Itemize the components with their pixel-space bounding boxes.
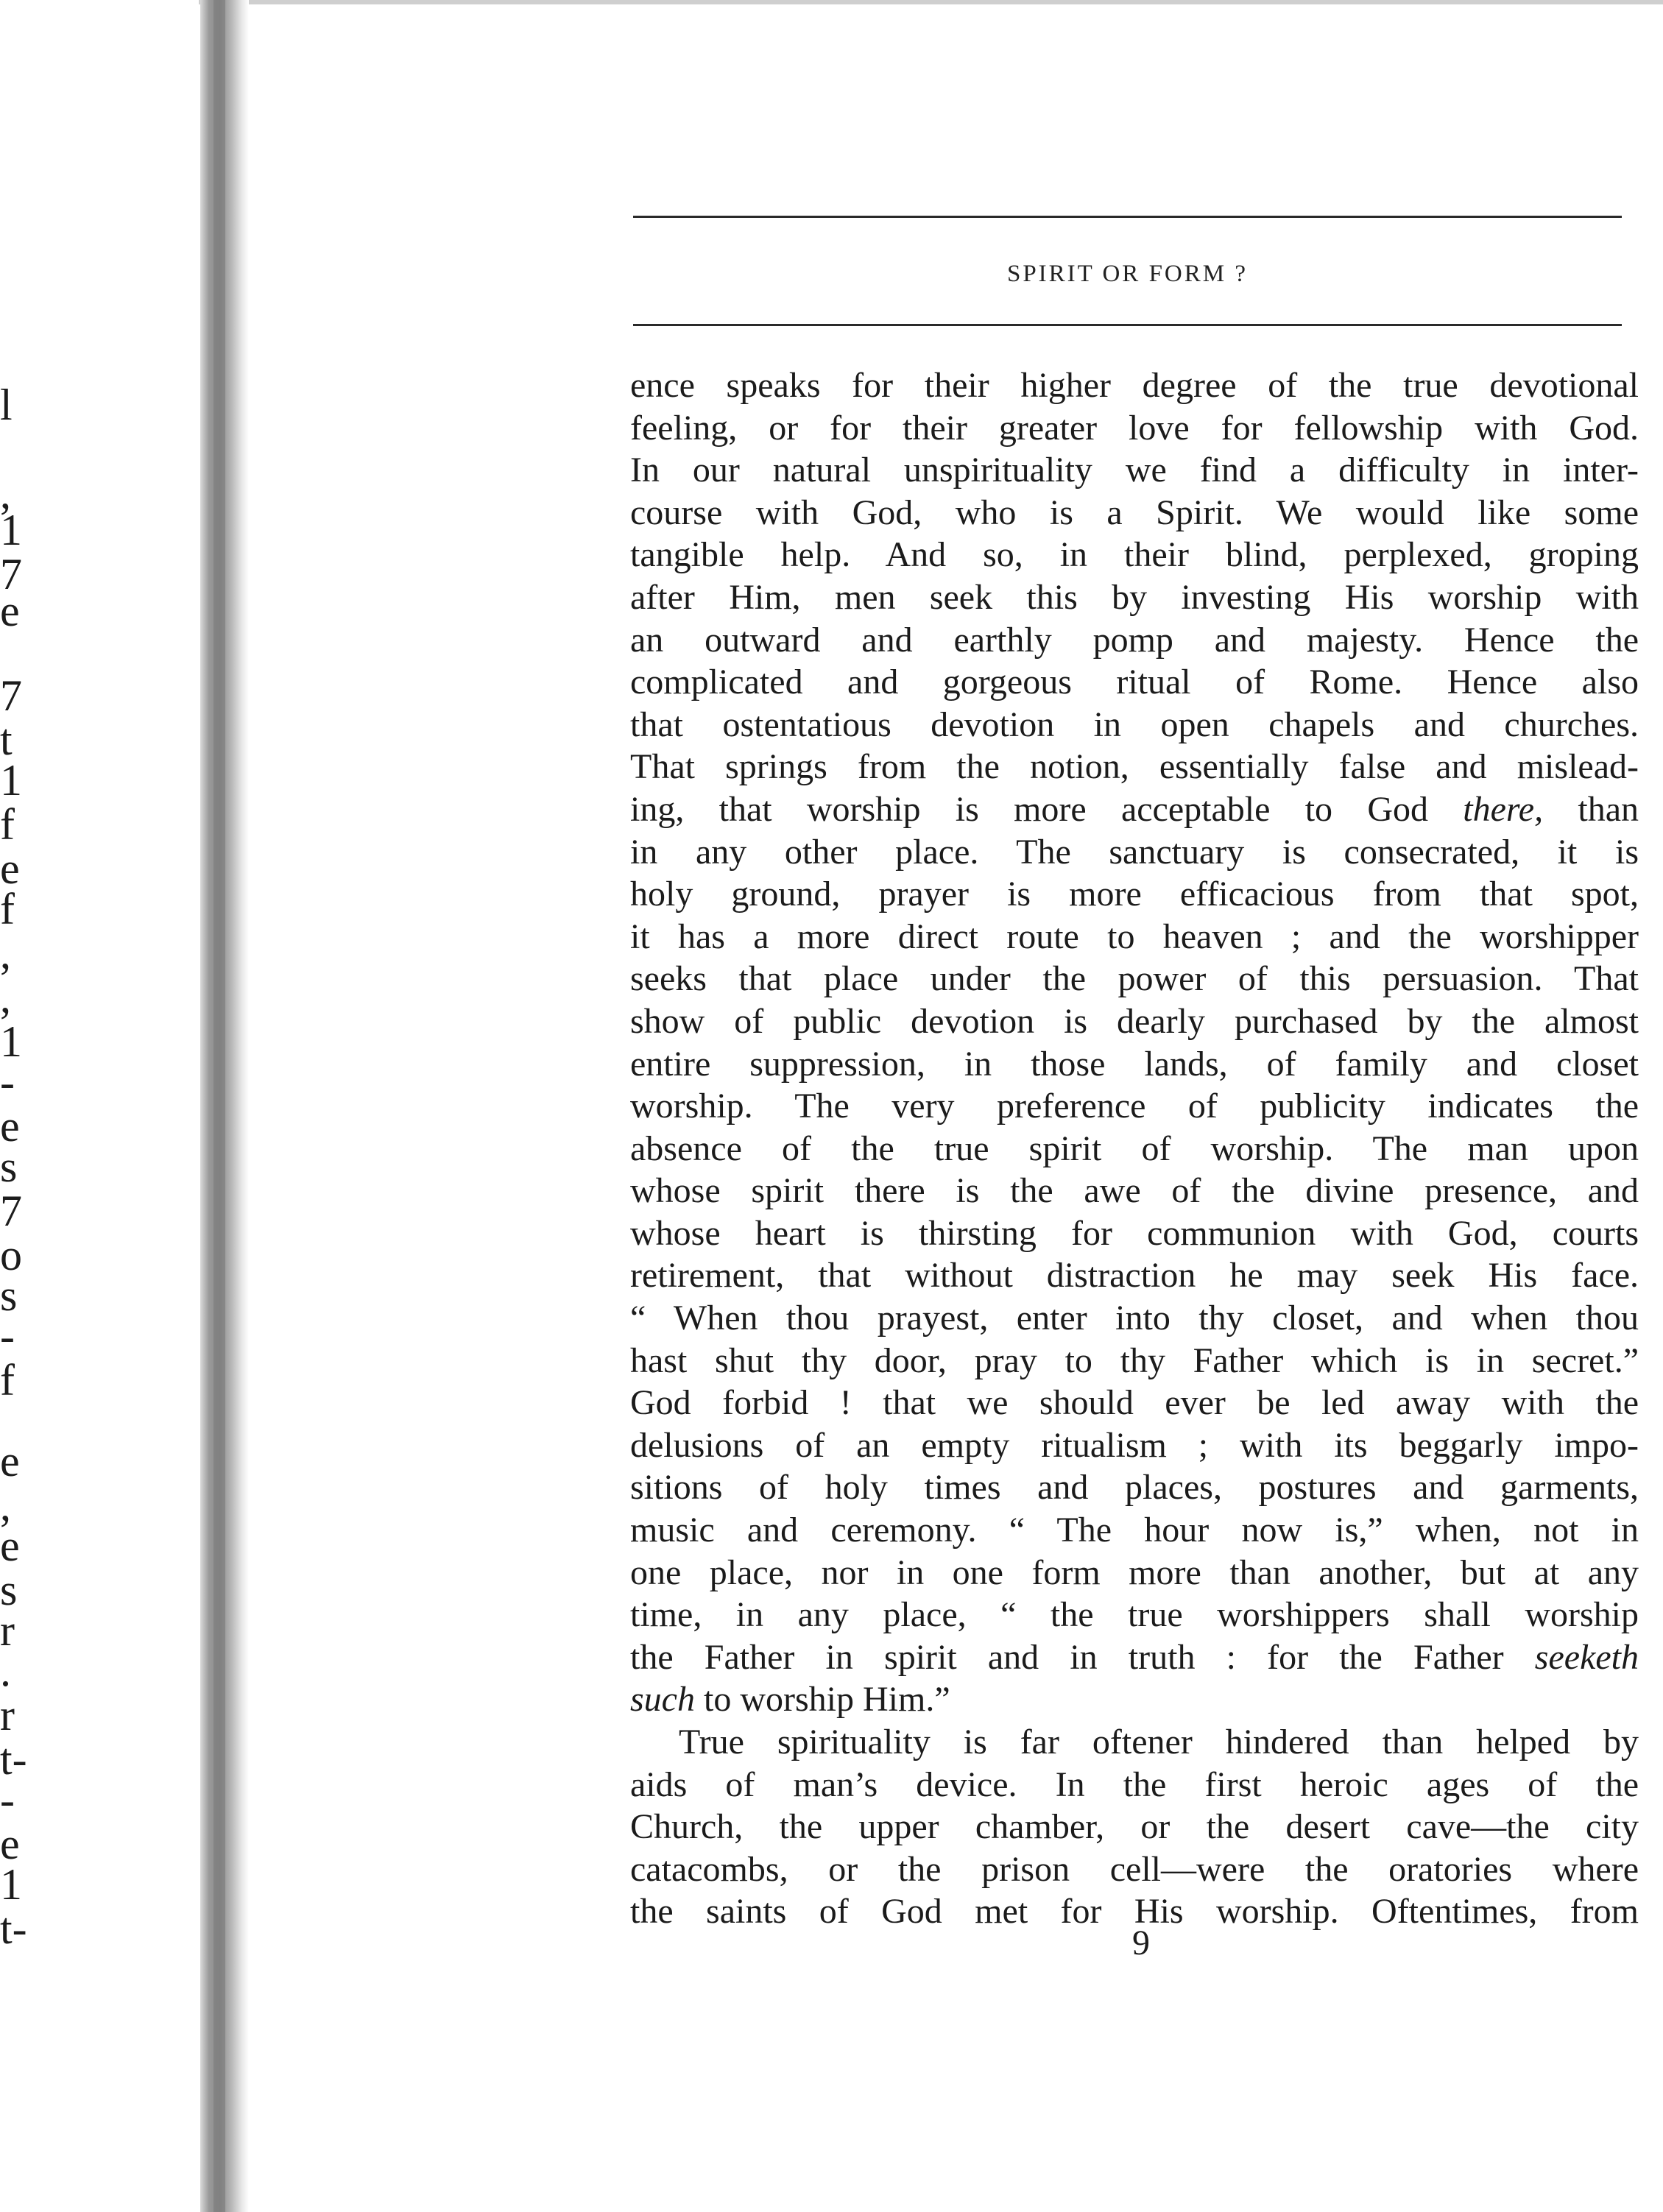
text-line: retirement, that without distraction he may seek His face. bbox=[630, 1256, 1639, 1296]
facing-page-char: - bbox=[0, 1775, 15, 1824]
text-line: tangible help. And so, in their blind, perplexed, groping bbox=[630, 535, 1639, 575]
text-segment: than bbox=[1578, 789, 1639, 829]
text-line: in any other place. The sanctuary is consecrated, it is bbox=[630, 832, 1639, 872]
text-line: holy ground, prayer is more efficacious from that spot, bbox=[630, 874, 1639, 914]
facing-page-char: , bbox=[0, 469, 11, 517]
facing-page-char: - bbox=[0, 1058, 15, 1106]
text-line: catacombs, or the prison cell—were the oratories where bbox=[630, 1849, 1639, 1889]
facing-page-char: . bbox=[0, 1647, 11, 1695]
facing-page-char: t bbox=[0, 715, 13, 764]
text-line bbox=[630, 1636, 1639, 1679]
facing-page-strip bbox=[0, 0, 199, 2212]
facing-page-char: f bbox=[0, 885, 15, 933]
facing-page-char: l bbox=[0, 381, 13, 429]
facing-page-char: f bbox=[0, 800, 15, 849]
text-line: feeling, or for their greater love for fellowship with God. bbox=[630, 408, 1639, 448]
facing-page-char: , bbox=[0, 973, 11, 1022]
text-segment: the Father in spirit and in truth : for the Father bbox=[630, 1637, 1504, 1677]
text-line: hast shut thy door, pray to thy Father which is in secret.” bbox=[630, 1340, 1639, 1380]
text-line: ence speaks for their higher degree of the true devotional bbox=[630, 366, 1639, 405]
text-line: after Him, men seek this by investing His worship with bbox=[630, 577, 1639, 617]
facing-page-char: 1 bbox=[0, 1017, 22, 1066]
italic-word: such bbox=[630, 1680, 695, 1720]
facing-page-char: 7 bbox=[0, 550, 22, 598]
facing-page-margin-text bbox=[0, 0, 59, 2212]
text-line bbox=[630, 1678, 1639, 1721]
text-line: God forbid ! that we should ever be led away with the bbox=[630, 1383, 1639, 1423]
text-line: entire suppression, in those lands, of family and closet bbox=[630, 1044, 1639, 1084]
binding-shadow-line bbox=[213, 0, 225, 2212]
text-line: an outward and earthly pomp and majesty. Hence the bbox=[630, 620, 1639, 660]
paragraph-2 bbox=[630, 1721, 1639, 1933]
text-segment: ing, that worship is more acceptable to God bbox=[630, 789, 1428, 829]
facing-page-char: 1 bbox=[0, 756, 22, 805]
facing-page-char: - bbox=[0, 1312, 15, 1360]
facing-page-char: r bbox=[0, 1691, 15, 1739]
text-segment: to worship Him.” bbox=[703, 1680, 950, 1720]
text-line: aids of man’s device. In the first heroic ages of the bbox=[630, 1764, 1639, 1804]
text-line: “ When thou prayest, enter into thy closet, and when thou bbox=[630, 1298, 1639, 1338]
facing-page-char: 7 bbox=[0, 671, 22, 720]
facing-page-char: 1 bbox=[0, 506, 22, 554]
text-line: that ostentatious devotion in open chapels and churches. bbox=[630, 704, 1639, 744]
facing-page-char: e bbox=[0, 1522, 20, 1570]
header-rule-bottom bbox=[633, 324, 1622, 326]
running-head: SPIRIT OR FORM ? bbox=[1006, 261, 1249, 287]
text-line: it has a more direct route to heaven ; and the worshipper bbox=[630, 916, 1639, 956]
text-line: show of public devotion is dearly purchased by the almost bbox=[630, 1001, 1639, 1041]
text-line: True spirituality is far oftener hindered than helped by bbox=[679, 1722, 1639, 1762]
text-line: course with God, who is a Spirit. We would like some bbox=[630, 492, 1639, 532]
facing-page-char: t- bbox=[0, 1904, 27, 1953]
text-line: whose spirit there is the awe of the divine presence, and bbox=[630, 1171, 1639, 1211]
facing-page-char: e bbox=[0, 844, 20, 893]
facing-page-char: e bbox=[0, 1437, 20, 1485]
italic-word: seeketh bbox=[1534, 1637, 1639, 1677]
text-line: delusions of an empty ritualism ; with its beggarly impo- bbox=[630, 1425, 1639, 1465]
facing-page-char: s bbox=[0, 1566, 18, 1614]
body-text bbox=[630, 364, 1639, 1933]
text-line: sitions of holy times and places, postures and garments, bbox=[630, 1468, 1639, 1508]
facing-page-char: , bbox=[0, 929, 11, 978]
text-line: seeks that place under the power of this persuasion. That bbox=[630, 959, 1639, 999]
facing-page-char: t- bbox=[0, 1735, 27, 1784]
text-line: In our natural unspirituality we find a difficulty in inter- bbox=[630, 450, 1639, 490]
facing-page-char: e bbox=[0, 587, 20, 635]
facing-page-char: r bbox=[0, 1606, 15, 1655]
text-line: time, in any place, “ the true worshippers shall worship bbox=[630, 1595, 1639, 1635]
text-line: the saints of God met for His worship. Oftentimes, from bbox=[630, 1892, 1639, 1932]
text-line: Church, the upper chamber, or the desert cave—the city bbox=[630, 1807, 1639, 1847]
text-line: complicated and gorgeous ritual of Rome. Hence also bbox=[630, 662, 1639, 702]
facing-page-char: e bbox=[0, 1820, 20, 1868]
text-line: That springs from the notion, essentially false and mislead- bbox=[630, 747, 1639, 787]
italic-word: there, bbox=[1463, 789, 1544, 829]
page-number: 9 bbox=[1132, 1923, 1150, 1962]
facing-page-char: f bbox=[0, 1356, 15, 1404]
paragraph-1 bbox=[630, 364, 1639, 1721]
book-page bbox=[250, 0, 1663, 2212]
text-line bbox=[630, 788, 1639, 831]
text-line: whose heart is thirsting for communion with God, courts bbox=[630, 1213, 1639, 1253]
facing-page-char: 1 bbox=[0, 1860, 22, 1909]
text-line: music and ceremony. “ The hour now is,” when, not in bbox=[630, 1510, 1639, 1550]
facing-page-char: e bbox=[0, 1102, 20, 1151]
text-line: worship. The very preference of publicity indicates the bbox=[630, 1086, 1639, 1126]
text-line: absence of the true spirit of worship. The man upon bbox=[630, 1128, 1639, 1168]
facing-page-char: , bbox=[0, 1481, 11, 1530]
text-line: one place, nor in one form more than another, but at any bbox=[630, 1552, 1639, 1592]
facing-page-char: o bbox=[0, 1231, 22, 1279]
facing-page-char: 7 bbox=[0, 1187, 22, 1235]
facing-page-char: s bbox=[0, 1142, 18, 1191]
header-rule-top bbox=[633, 216, 1622, 218]
facing-page-char: s bbox=[0, 1271, 18, 1320]
